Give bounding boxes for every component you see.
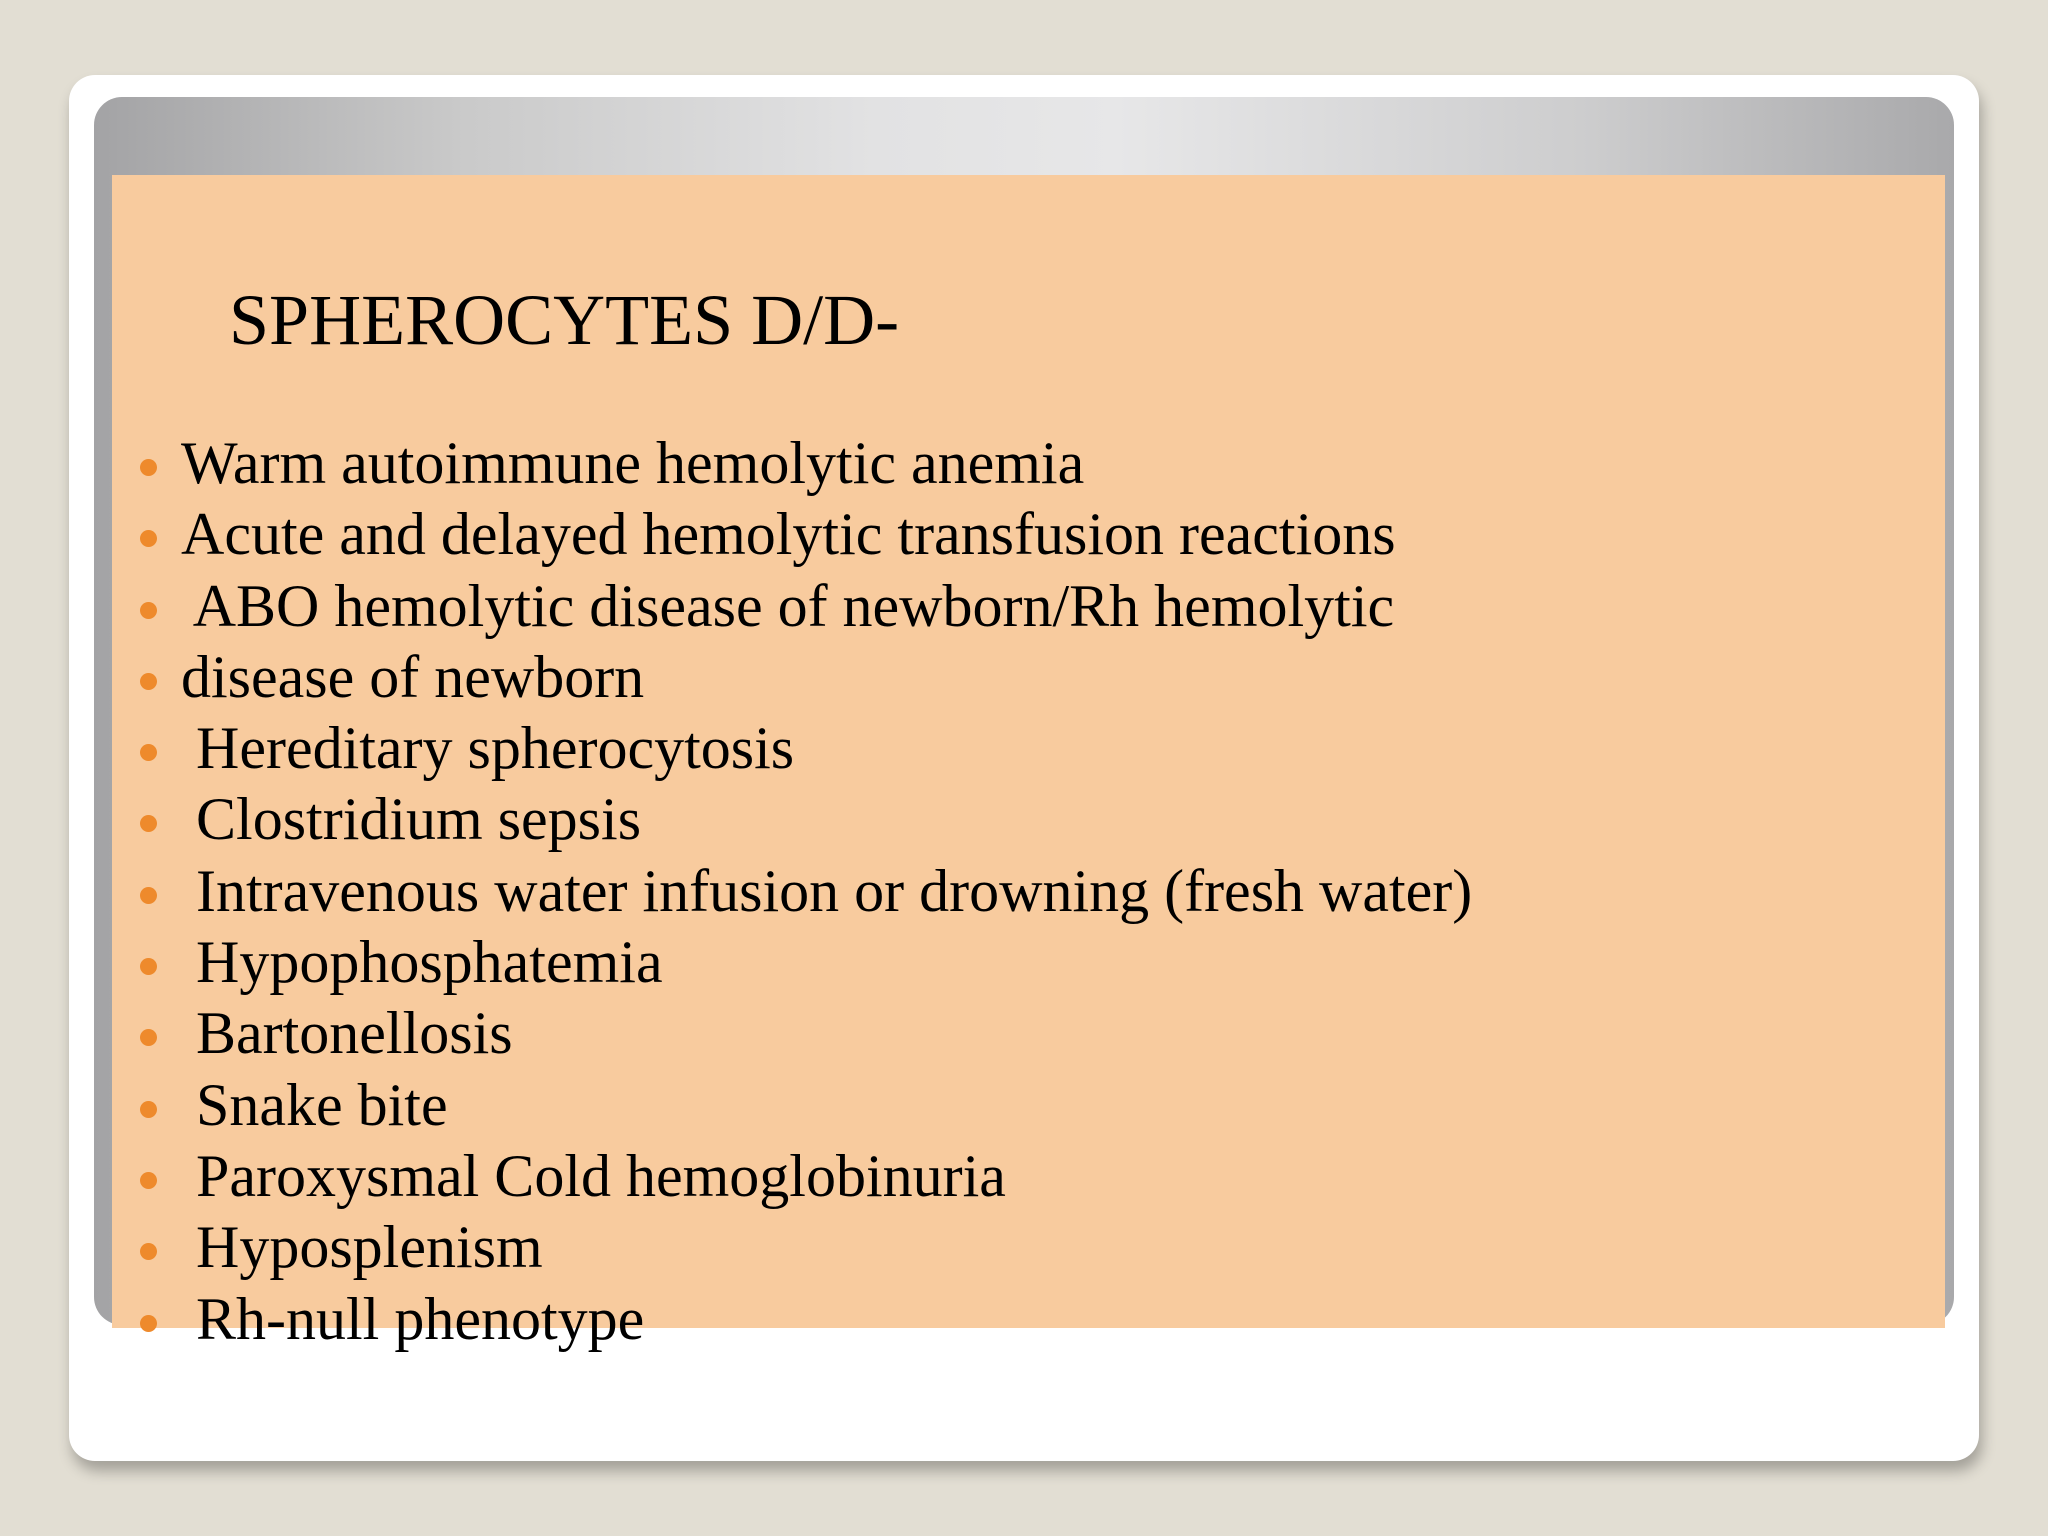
bullet-dot-icon <box>140 1101 157 1118</box>
bullet-text: Paroxysmal Cold hemoglobinuria <box>181 1142 1006 1209</box>
bullet-text: Clostridium sepsis <box>181 786 642 853</box>
bullet-text: Hyposplenism <box>181 1214 543 1281</box>
bullet-text: Bartonellosis <box>181 1000 513 1067</box>
bullet-dot-icon <box>140 459 157 476</box>
slide-card <box>69 75 1979 1461</box>
bullet-text: Rh-null phenotype <box>181 1285 645 1352</box>
bullet-dot-icon <box>140 887 157 904</box>
bullet-dot-icon <box>140 1029 157 1046</box>
bullet-dot-icon <box>140 530 157 547</box>
bullet-text: ABO hemolytic disease of newborn/Rh hemolytic <box>181 572 1395 639</box>
bullet-text: Acute and delayed hemolytic transfusion reactions <box>181 501 1396 568</box>
bullet-text: disease of newborn <box>181 643 645 710</box>
bullet-text: Warm autoimmune hemolytic anemia <box>181 430 1085 496</box>
bullet-dot-icon <box>140 744 157 761</box>
bullet-text: Snake bite <box>181 1071 448 1138</box>
bullet-text: Hypophosphatemia <box>181 929 663 996</box>
bullet-text: Hereditary spherocytosis <box>181 715 795 782</box>
bullet-dot-icon <box>140 1243 157 1260</box>
bullet-text: Intravenous water infusion or drowning (fresh water) <box>181 857 1473 924</box>
content-panel <box>112 175 1945 1352</box>
bullet-dot-icon <box>140 1315 157 1332</box>
bullet-dot-icon <box>140 673 157 690</box>
slide-title: SPHEROCYTES D/D- <box>229 280 900 360</box>
bullet-dot-icon <box>140 602 157 619</box>
bullet-dot-icon <box>140 958 157 975</box>
bullet-dot-icon <box>140 815 157 832</box>
bullet-dot-icon <box>140 1172 157 1189</box>
